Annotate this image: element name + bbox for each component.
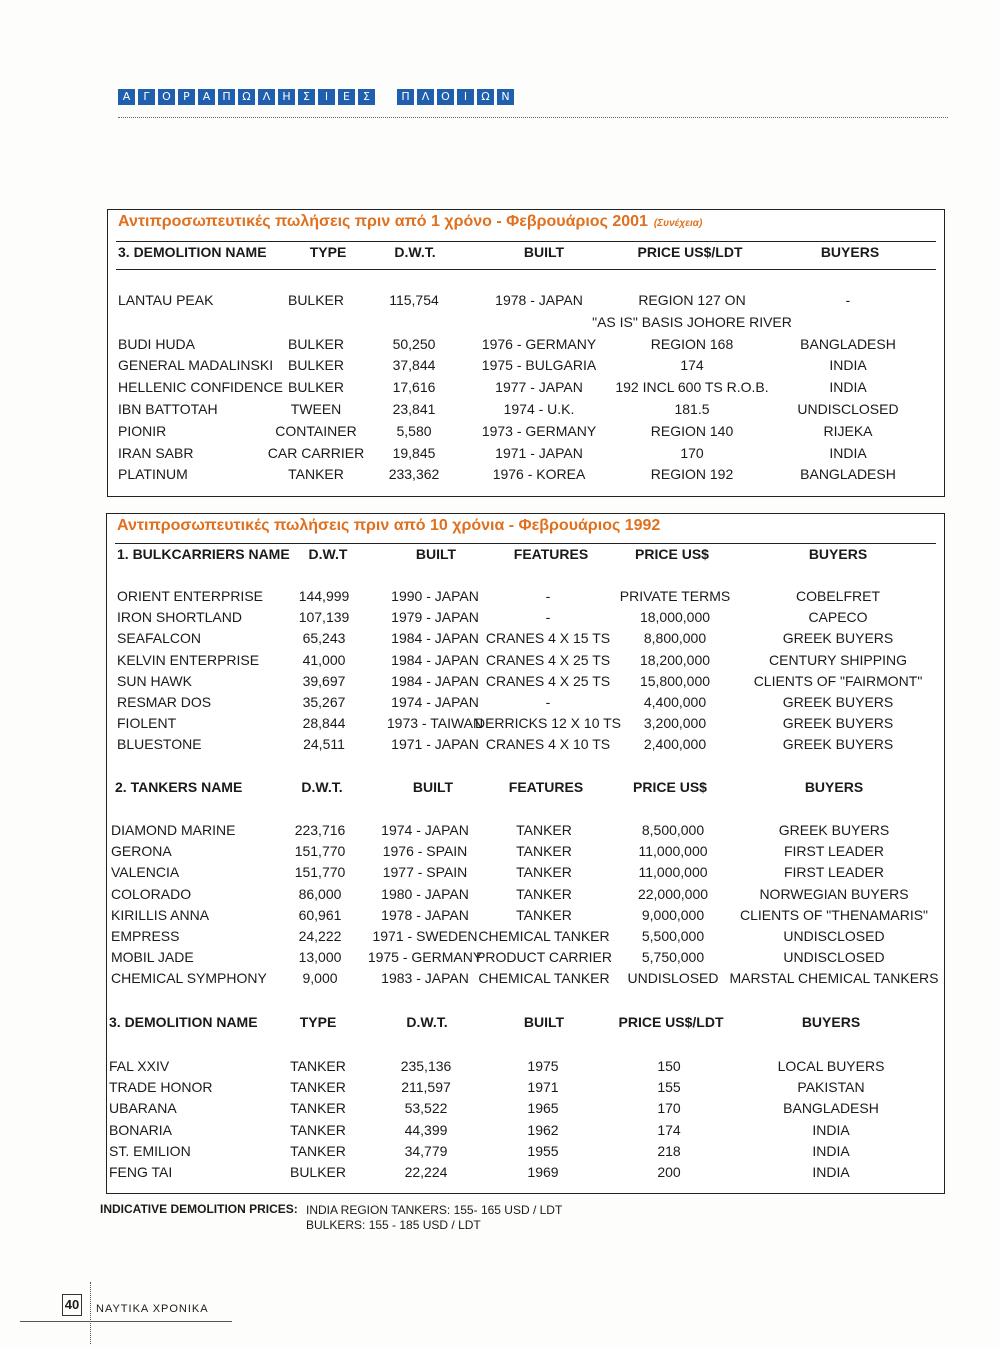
cell-name: PIONIR xyxy=(118,422,167,439)
cell-name: IRAN SABR xyxy=(118,444,194,461)
cell-dwt: 23,841 xyxy=(392,401,436,417)
indicative-prices-bulkers: BULKERS: 155 - 185 USD / LDT xyxy=(306,1218,481,1232)
cell-price: 8,800,000 xyxy=(643,630,707,647)
cell-dwt: 233,362 xyxy=(388,466,440,483)
cell-buyers: INDIA xyxy=(812,1121,850,1138)
cell-name: ST. EMILION xyxy=(109,1142,191,1159)
cell-buyers: INDIA xyxy=(829,444,867,461)
cell-buyers: CLIENTS OF "THENAMARIS" xyxy=(739,906,929,923)
cell-buyers: NORWEGIAN BUYERS xyxy=(759,885,909,902)
cell-type: TANKER xyxy=(290,1100,346,1117)
header-letter-tile: Ρ xyxy=(178,89,195,105)
table-header xyxy=(107,1014,944,1036)
table-row xyxy=(107,673,944,695)
cell-buyers: UNDISCLOSED xyxy=(797,401,899,417)
cell-buyers: LOCAL BUYERS xyxy=(777,1058,885,1074)
cell-dwt: D.W.T xyxy=(308,546,348,562)
cell-built: 1975 - BULGARIA xyxy=(481,357,597,374)
table-row xyxy=(108,292,944,314)
sales-2001-box xyxy=(107,209,945,497)
cell-price: 8,500,000 xyxy=(641,822,705,838)
cell-buyers: GREEK BUYERS xyxy=(782,694,894,710)
cell-built: 1977 - SPAIN xyxy=(382,864,468,881)
cell-type: BULKER xyxy=(289,1164,347,1180)
header-letter-tile: Ο xyxy=(437,89,454,105)
cell-name: HELLENIC CONFIDENCE xyxy=(118,379,283,396)
cell-price: 11,000,000 xyxy=(638,843,708,860)
table-row xyxy=(107,907,944,929)
cell-dwt: 24,511 xyxy=(303,736,345,753)
cell-built: 1984 - JAPAN xyxy=(391,672,479,689)
table-row xyxy=(107,928,944,950)
cell-built: 1973 - GERMANY xyxy=(481,422,597,439)
box1-rule-header xyxy=(116,269,936,270)
cell-built: 1984 - JAPAN xyxy=(391,651,479,668)
cell-name: FIOLENT xyxy=(117,715,177,732)
cell-built: 1974 - JAPAN xyxy=(381,822,469,838)
cell-type: TANKER xyxy=(290,1079,346,1096)
cell-type: TYPE xyxy=(299,1014,337,1030)
cell-buyers: MARSTAL CHEMICAL TANKERS xyxy=(729,970,939,987)
cell-built: 1978 - JAPAN xyxy=(381,906,469,923)
table-row xyxy=(108,423,944,445)
cell-features: TANKER xyxy=(516,885,572,902)
page-number: 40 xyxy=(62,1294,82,1316)
cell-dwt: 5,580 xyxy=(396,422,432,439)
cell-buyers: CENTURY SHIPPING xyxy=(769,651,907,668)
cell-type: TANKER xyxy=(290,1058,346,1074)
cell-features: CHEMICAL TANKER xyxy=(478,970,610,987)
cell-type: TANKER xyxy=(290,1121,346,1138)
cell-buyers: BANGLADESH xyxy=(800,335,896,352)
table-row xyxy=(108,445,944,467)
cell-name: GENERAL MADALINSKI xyxy=(118,357,274,374)
cell-name: SUN HAWK xyxy=(117,672,192,689)
header-letter-tile: Σ xyxy=(298,89,315,105)
cell-buyers: COBELFRET xyxy=(795,588,881,604)
cell-name: RESMAR DOS xyxy=(117,694,212,710)
table-row xyxy=(107,609,944,631)
cell-features: FEATURES xyxy=(513,546,589,562)
table-row xyxy=(108,466,944,488)
cell-price: REGION 168 xyxy=(650,335,734,352)
cell-dwt: 22,224 xyxy=(404,1164,448,1180)
cell-dwt: 151,770 xyxy=(294,864,346,881)
cell-buyers: UNDISCLOSED xyxy=(783,928,885,944)
footer-dotted-divider xyxy=(90,1282,91,1344)
cell-built: 1974 - JAPAN xyxy=(391,694,479,710)
cell-type: CONTAINER xyxy=(275,422,357,439)
table-row xyxy=(108,401,944,423)
cell-price: 5,750,000 xyxy=(641,949,705,966)
cell-dwt: 151,770 xyxy=(294,843,346,860)
table-row xyxy=(107,949,944,971)
sales-1992-box xyxy=(106,513,945,1194)
cell-name: BONARIA xyxy=(109,1121,173,1138)
cell-price: 170 xyxy=(657,1100,681,1117)
cell-type: BULKER xyxy=(287,335,345,352)
cell-price: REGION 192 xyxy=(650,466,734,483)
cell-dwt: 115,754 xyxy=(389,292,439,308)
footer-rule xyxy=(20,1321,232,1322)
cell-built: 1974 - U.K. xyxy=(503,401,575,417)
cell-built: 1971 xyxy=(527,1079,559,1096)
cell-built: BUILT xyxy=(412,779,454,795)
box1-title-text: Αντιπροσωπευτικές πωλήσεις πριν από 1 χρόνο - Φεβρουάριος 2001 xyxy=(118,213,648,230)
cell-dwt: 223,716 xyxy=(294,822,346,838)
cell-dwt: 13,000 xyxy=(298,949,342,966)
box1-rule-top xyxy=(116,241,936,242)
cell-price: 18,200,000 xyxy=(639,651,711,668)
cell-price: 200 xyxy=(657,1164,681,1180)
cell-price: 9,000,000 xyxy=(641,906,705,923)
cell-dwt: D.W.T. xyxy=(301,779,343,795)
cell-features: TANKER xyxy=(516,864,572,881)
cell-name: 3. DEMOLITION NAME xyxy=(118,244,267,260)
cell-dwt: 86,000 xyxy=(298,885,342,902)
header-gap xyxy=(378,89,394,105)
table-row xyxy=(107,1058,944,1080)
cell-buyers: CAPECO xyxy=(808,609,868,626)
cell-built: BUILT xyxy=(415,546,457,562)
cell-price: 181.5 xyxy=(674,401,710,417)
cell-buyers: INDIA xyxy=(812,1164,850,1180)
box1-title xyxy=(118,213,702,231)
header-letter-tile: Α xyxy=(118,89,135,105)
table-row xyxy=(107,886,944,908)
cell-features: - xyxy=(545,694,551,710)
cell-dwt: 53,522 xyxy=(404,1100,448,1117)
cell-features: DERRICKS 12 X 10 TS xyxy=(474,715,622,732)
cell-dwt: 235,136 xyxy=(400,1058,452,1074)
box2-title: Αντιπροσωπευτικές πωλήσεις πριν από 10 χρόνια - Φεβρουάριος 1992 xyxy=(117,517,661,534)
table-row xyxy=(107,1143,944,1165)
header-letter-tile: Η xyxy=(278,89,295,105)
header-letter-tile: Α xyxy=(198,89,215,105)
cell-type: TYPE xyxy=(309,244,347,260)
cell-buyers: - xyxy=(845,292,851,308)
cell-type: TWEEN xyxy=(290,401,342,417)
cell-price: 18,000,000 xyxy=(639,609,711,626)
indicative-prices-label: INDICATIVE DEMOLITION PRICES: xyxy=(100,1202,298,1216)
cell-built: 1965 xyxy=(527,1100,559,1117)
header-rule xyxy=(118,117,948,118)
cell-buyers: FIRST LEADER xyxy=(783,864,885,881)
cell-dwt: 34,779 xyxy=(404,1142,448,1159)
cell-price: 5,500,000 xyxy=(641,928,705,944)
cell-name: 1. BULKCARRIERS NAME xyxy=(117,546,290,562)
header-letter-tile: Ω xyxy=(477,89,494,105)
cell-built: 1969 xyxy=(527,1164,559,1180)
cell-type: BULKER xyxy=(287,357,345,374)
cell-price: 4,400,000 xyxy=(643,694,707,710)
cell-dwt: 65,243 xyxy=(302,630,346,647)
cell-built: 1973 - TAIWAN xyxy=(386,715,484,732)
header-letter-tile: Σ xyxy=(358,89,375,105)
cell-buyers: GREEK BUYERS xyxy=(778,822,890,838)
cell-buyers: INDIA xyxy=(812,1142,850,1159)
cell-name: IBN BATTOTAH xyxy=(118,401,218,417)
cell-features: - xyxy=(545,609,551,626)
table-header xyxy=(107,546,944,568)
cell-price: 15,800,000 xyxy=(639,672,711,689)
cell-built: 1975 - GERMANY xyxy=(367,949,483,966)
cell-buyers: INDIA xyxy=(829,379,867,396)
magazine-name: ΝΑΥΤΙΚΑ ΧΡΟΝΙΚΑ xyxy=(96,1303,209,1315)
cell-features: TANKER xyxy=(516,906,572,923)
table-row xyxy=(107,1164,944,1186)
cell-name: PLATINUM xyxy=(118,466,188,483)
cell-type: TANKER xyxy=(288,466,344,483)
cell-dwt: 35,267 xyxy=(302,694,346,710)
cell-dwt: 107,139 xyxy=(298,609,350,626)
cell-name: FENG TAI xyxy=(109,1164,173,1180)
cell-features: TANKER xyxy=(516,843,572,860)
cell-price: 150 xyxy=(657,1058,681,1074)
cell-dwt: 37,844 xyxy=(392,357,436,374)
cell-dwt: 17,616 xyxy=(392,379,436,396)
cell-built: 1984 - JAPAN xyxy=(391,630,479,647)
table-row xyxy=(107,736,944,758)
cell-features: PRODUCT CARRIER xyxy=(476,949,612,966)
cell-type: BULKER xyxy=(287,292,345,308)
table-row xyxy=(107,970,944,992)
cell-name: LANTAU PEAK xyxy=(118,292,214,308)
cell-price: 22,000,000 xyxy=(637,885,709,902)
section-header xyxy=(118,89,514,105)
cell-built: 1955 xyxy=(527,1142,559,1159)
header-letter-tile: Ε xyxy=(338,89,355,105)
cell-dwt: 41,000 xyxy=(302,651,346,668)
cell-features: CRANES 4 X 15 TS xyxy=(485,630,611,647)
cell-features: - xyxy=(545,588,551,604)
table-row xyxy=(108,314,944,336)
cell-price: 170 xyxy=(680,444,704,461)
table-row xyxy=(107,694,944,716)
cell-name: COLORADO xyxy=(111,885,192,902)
header-letter-tile: Ν xyxy=(497,89,514,105)
cell-price: PRICE US$ xyxy=(633,779,707,795)
cell-price: 174 xyxy=(680,357,704,374)
cell-price: 11,000,000 xyxy=(638,864,708,881)
table-row xyxy=(107,822,944,844)
cell-features: FEATURES xyxy=(508,779,584,795)
cell-name: UBARANA xyxy=(109,1100,177,1117)
cell-dwt: D.W.T. xyxy=(406,1014,448,1030)
cell-name: 2. TANKERS NAME xyxy=(115,779,243,795)
cell-name: KIRILLIS ANNA xyxy=(111,906,210,923)
cell-buyers: GREEK BUYERS xyxy=(782,715,894,732)
cell-built: 1977 - JAPAN xyxy=(495,379,583,396)
box2-rule-top xyxy=(115,543,936,544)
cell-name: FAL XXIV xyxy=(109,1058,170,1074)
cell-dwt: 60,961 xyxy=(298,906,342,923)
cell-built: 1976 - KOREA xyxy=(492,466,586,483)
cell-price: 218 xyxy=(657,1142,681,1159)
cell-name: 3. DEMOLITION NAME xyxy=(109,1014,258,1030)
cell-built: 1971 - JAPAN xyxy=(391,736,479,753)
cell-price: REGION 140 xyxy=(650,422,734,439)
cell-built: 1962 xyxy=(527,1121,559,1138)
cell-buyers: BUYERS xyxy=(808,546,868,562)
header-letter-tile: Π xyxy=(218,89,235,105)
header-letter-tile: Ι xyxy=(318,89,335,105)
cell-price: REGION 127 ON xyxy=(638,292,746,308)
header-letter-tile: Ο xyxy=(158,89,175,105)
cell-price: 3,200,000 xyxy=(643,715,707,732)
cell-features: CRANES 4 X 10 TS xyxy=(485,736,611,753)
table-row xyxy=(108,379,944,401)
cell-price: PRICE US$/LDT xyxy=(618,1014,724,1030)
table-row xyxy=(107,630,944,652)
table-row xyxy=(107,652,944,674)
cell-dwt: D.W.T. xyxy=(394,244,436,260)
cell-price: 174 xyxy=(657,1121,681,1138)
cell-dwt: 9,000 xyxy=(302,970,338,987)
cell-buyers: PAKISTAN xyxy=(797,1079,865,1096)
cell-dwt: 19,845 xyxy=(392,444,436,461)
cell-price: PRICE US$/LDT xyxy=(637,244,743,260)
cell-name: IRON SHORTLAND xyxy=(117,609,242,626)
cell-features: CHEMICAL TANKER xyxy=(478,928,610,944)
header-letter-tile: Λ xyxy=(258,89,275,105)
header-letter-tile: Π xyxy=(397,89,414,105)
cell-built: 1971 - JAPAN xyxy=(495,444,583,461)
table-row xyxy=(107,843,944,865)
table-row xyxy=(107,715,944,737)
cell-built: 1983 - JAPAN xyxy=(381,970,469,987)
table-row xyxy=(108,357,944,379)
table-header xyxy=(108,244,944,266)
cell-buyers: GREEK BUYERS xyxy=(782,736,894,753)
header-letter-tile: Ι xyxy=(457,89,474,105)
cell-buyers: RIJEKA xyxy=(823,422,873,439)
cell-name: EMPRESS xyxy=(111,928,180,944)
table-row xyxy=(107,864,944,886)
cell-buyers: BANGLADESH xyxy=(783,1100,879,1117)
cell-name: KELVIN ENTERPRISE xyxy=(117,651,260,668)
cell-dwt: 24,222 xyxy=(298,928,342,944)
cell-built: 1976 - GERMANY xyxy=(481,335,597,352)
table-row xyxy=(107,1079,944,1101)
cell-price: 192 INCL 600 TS R.O.B. xyxy=(615,379,769,396)
cell-name: MOBIL JADE xyxy=(111,949,194,966)
cell-price: "AS IS" BASIS JOHORE RIVER xyxy=(592,313,792,330)
cell-buyers: BANGLADESH xyxy=(800,466,896,483)
cell-price: PRICE US$ xyxy=(635,546,709,562)
cell-price: PRIVATE TERMS xyxy=(619,588,731,604)
cell-built: 1978 - JAPAN xyxy=(495,292,583,308)
cell-name: SEAFALCON xyxy=(117,630,202,647)
table-row xyxy=(107,1100,944,1122)
header-letter-tile: Λ xyxy=(417,89,434,105)
cell-dwt: 50,250 xyxy=(392,335,436,352)
cell-price: 155 xyxy=(657,1079,681,1096)
cell-name: ORIENT ENTERPRISE xyxy=(117,588,263,604)
cell-price: 2,400,000 xyxy=(643,736,707,753)
cell-type: BULKER xyxy=(287,379,345,396)
cell-name: TRADE HONOR xyxy=(109,1079,213,1096)
cell-built: 1990 - JAPAN xyxy=(391,588,479,604)
cell-features: CRANES 4 X 25 TS xyxy=(485,651,611,668)
cell-dwt: 28,844 xyxy=(302,715,346,732)
cell-buyers: GREEK BUYERS xyxy=(782,630,894,647)
cell-buyers: BUYERS xyxy=(801,1014,861,1030)
cell-dwt: 44,399 xyxy=(404,1121,448,1138)
box1-note: (Συνέχεια) xyxy=(653,218,703,229)
table-header xyxy=(107,779,944,801)
cell-buyers: BUYERS xyxy=(820,244,880,260)
cell-built: BUILT xyxy=(523,1014,565,1030)
cell-built: 1980 - JAPAN xyxy=(381,885,469,902)
cell-name: CHEMICAL SYMPHONY xyxy=(111,970,267,987)
cell-built: 1971 - SWEDEN xyxy=(372,928,478,944)
cell-dwt: 144,999 xyxy=(298,588,350,604)
cell-built: 1975 xyxy=(527,1058,559,1074)
header-letter-tile: Ω xyxy=(238,89,255,105)
cell-buyers: UNDISCLOSED xyxy=(783,949,885,966)
cell-name: BLUESTONE xyxy=(117,736,202,753)
cell-built: BUILT xyxy=(523,244,565,260)
cell-name: GERONA xyxy=(111,843,172,860)
cell-name: VALENCIA xyxy=(111,864,180,881)
cell-features: TANKER xyxy=(516,822,572,838)
cell-name: BUDI HUDA xyxy=(118,335,196,352)
indicative-prices-tankers: INDIA REGION TANKERS: 155- 165 USD / LDT xyxy=(306,1203,563,1217)
cell-buyers: INDIA xyxy=(829,357,867,374)
cell-dwt: 211,597 xyxy=(401,1079,451,1096)
cell-type: CAR CARRIER xyxy=(267,444,365,461)
table-row xyxy=(107,588,944,610)
cell-dwt: 39,697 xyxy=(302,672,346,689)
cell-type: TANKER xyxy=(290,1142,346,1159)
table-row xyxy=(107,1122,944,1144)
table-row xyxy=(108,336,944,358)
cell-features: CRANES 4 X 25 TS xyxy=(485,672,611,689)
cell-built: 1979 - JAPAN xyxy=(391,609,479,626)
header-letter-tile: Γ xyxy=(138,89,155,105)
cell-price: UNDISLOSED xyxy=(627,970,719,987)
cell-name: DIAMOND MARINE xyxy=(111,822,236,838)
cell-built: 1976 - SPAIN xyxy=(382,843,468,860)
cell-buyers: CLIENTS OF "FAIRMONT" xyxy=(753,672,923,689)
cell-buyers: FIRST LEADER xyxy=(783,843,885,860)
cell-buyers: BUYERS xyxy=(804,779,864,795)
